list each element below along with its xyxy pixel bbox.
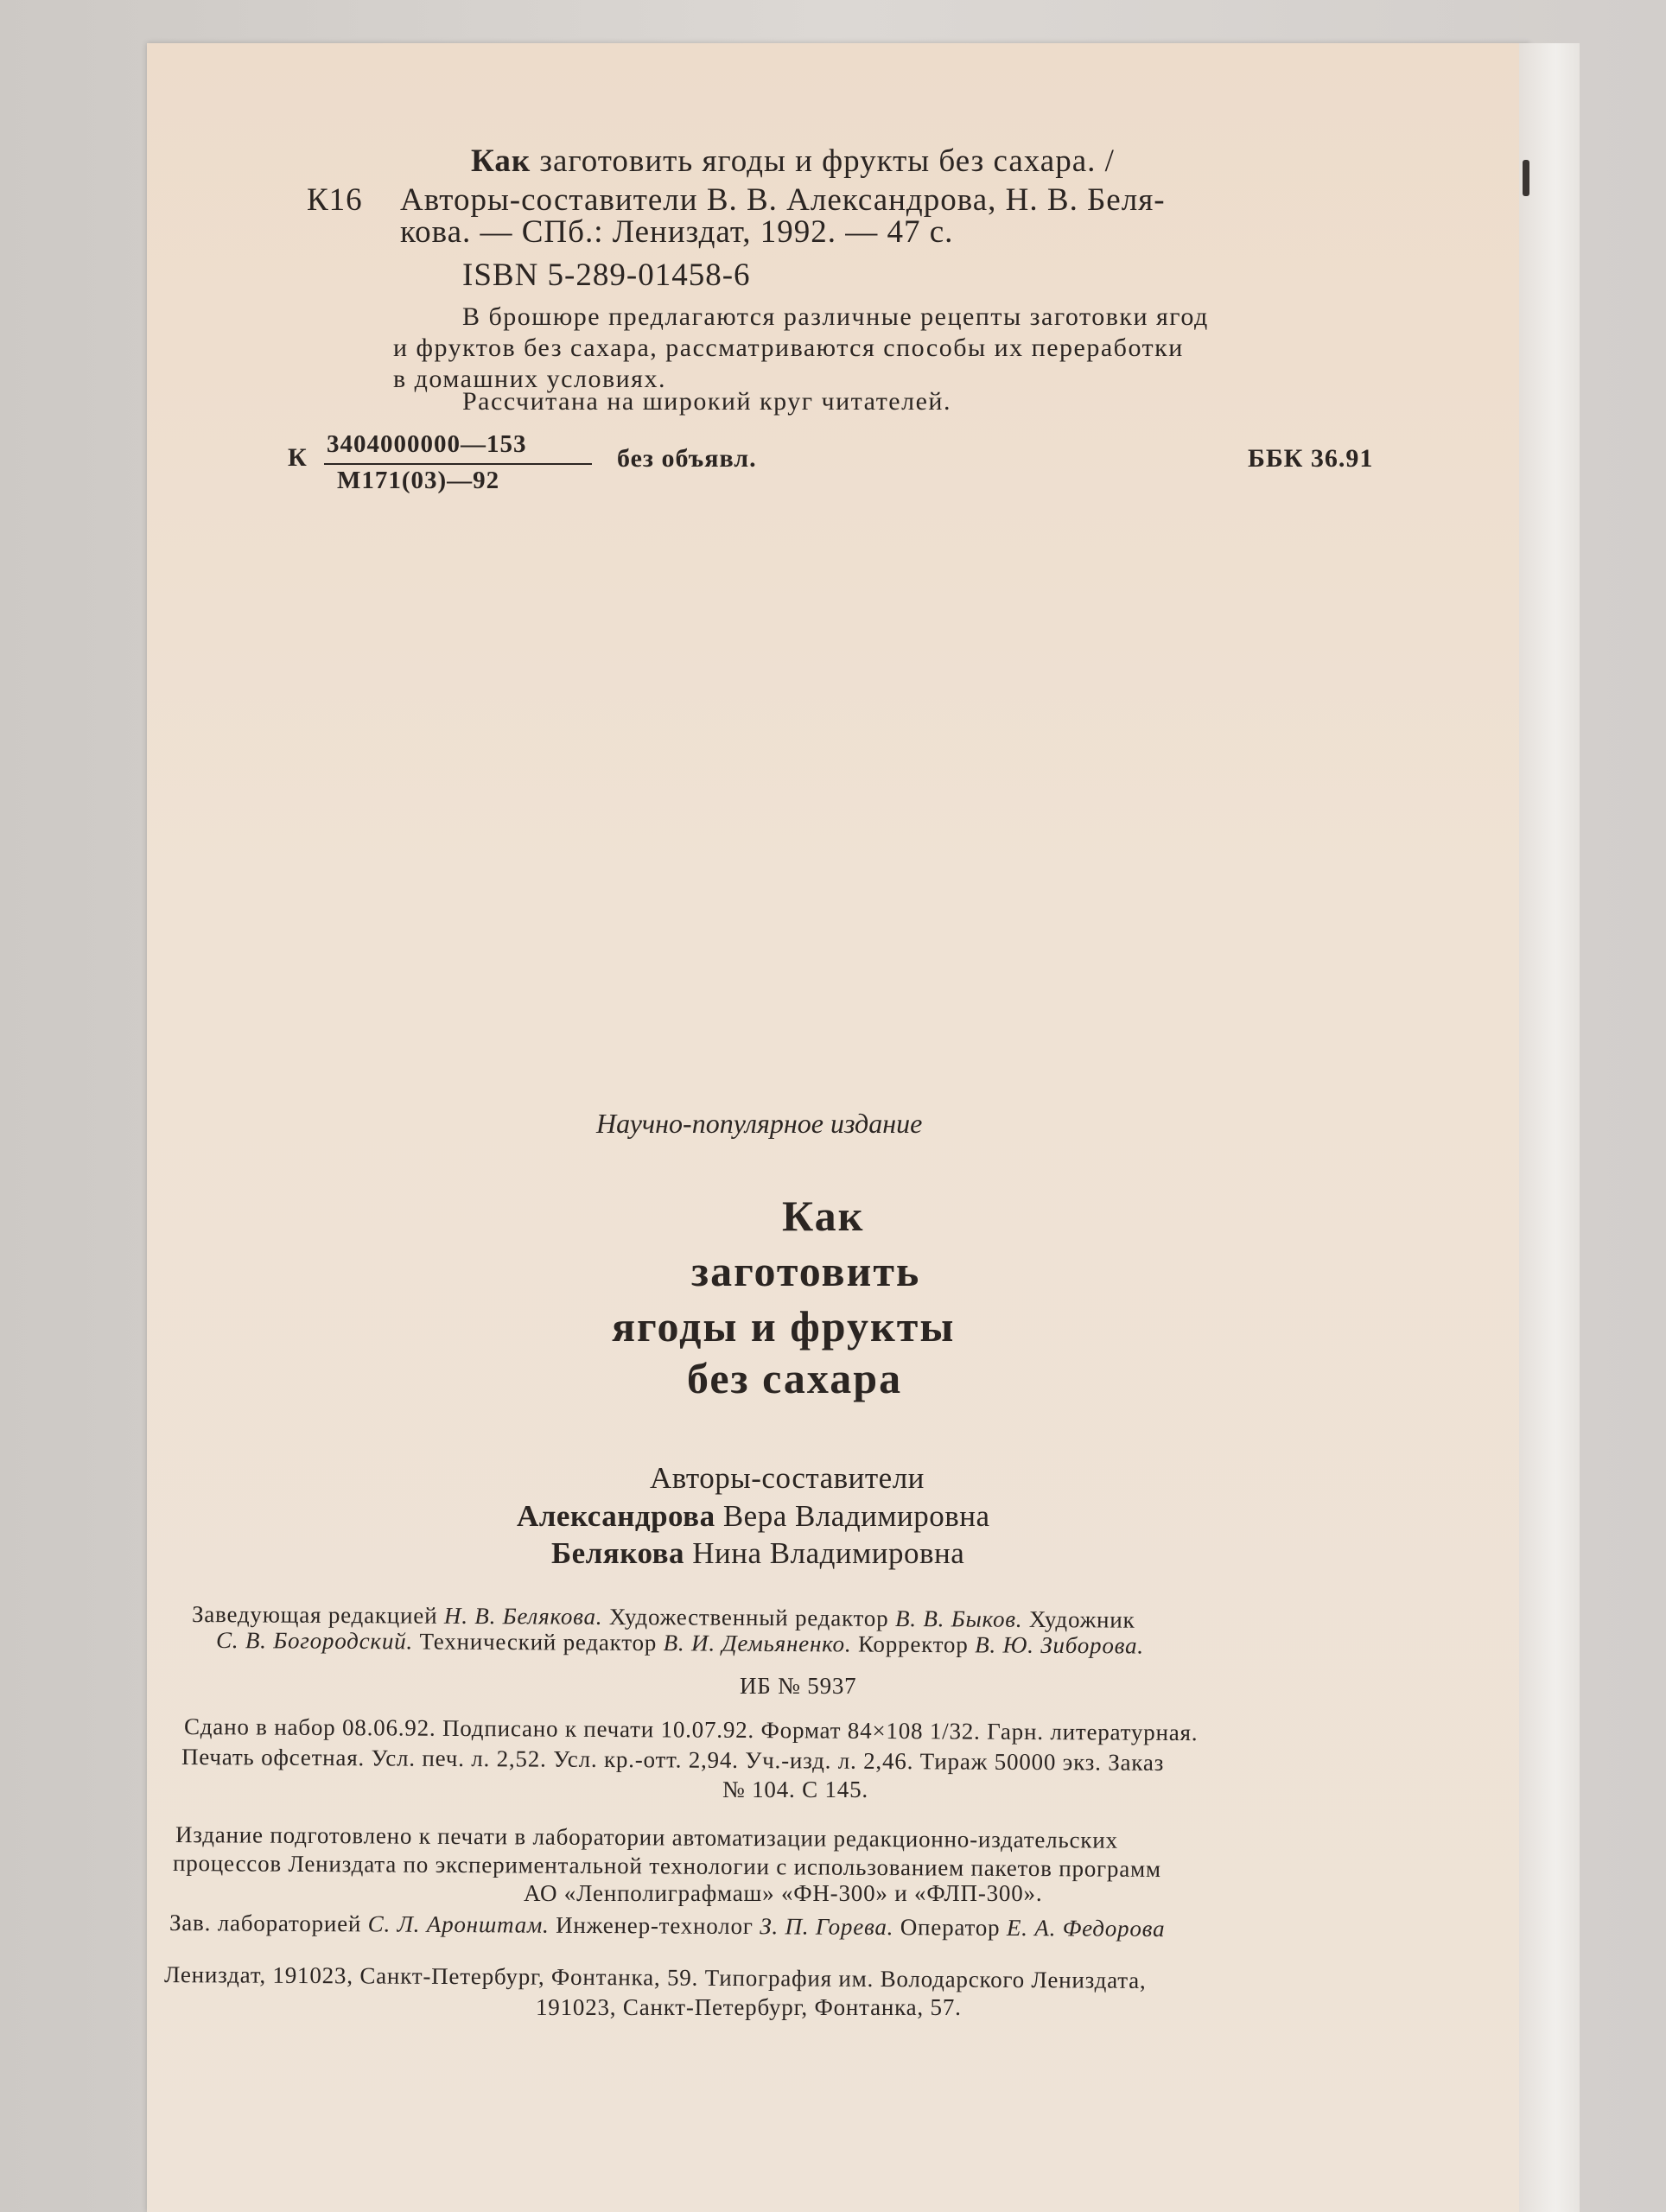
catalog-line-3: кова. — СПб.: Лениздат, 1992. — 47 с. — [400, 214, 954, 250]
author-2 — [551, 1538, 964, 1568]
edition-type: Научно-популярное издание — [596, 1108, 923, 1139]
ib-number: ИБ № 5937 — [740, 1673, 857, 1699]
staff-person: В. Ю. Зиборова. — [975, 1631, 1144, 1659]
lab-info-line: процессов Лениздата по экспериментальной технологии с использованием пакетов программ — [172, 1850, 1161, 1882]
staff-person: В. И. Демьяненко. — [663, 1630, 852, 1657]
staff-role: Художник — [1028, 1605, 1135, 1633]
staff-role: Корректор — [857, 1630, 969, 1658]
book-title-line: заготовить — [691, 1247, 921, 1295]
book-title-line: Как — [782, 1192, 865, 1240]
staff-role: Технический редактор — [419, 1628, 658, 1656]
lab-info-line: АО «Ленполиграфмаш» «ФН-300» и «ФЛП-300». — [524, 1880, 1043, 1906]
catalog-abstract-line: в домашних условиях. — [393, 365, 666, 393]
book-title-line: ягоды и фрукты — [612, 1302, 956, 1351]
staff-person: Е. А. Федорова — [1006, 1914, 1166, 1942]
author-1 — [517, 1501, 990, 1531]
staff-person: Н. В. Белякова. — [443, 1602, 603, 1630]
bbk-code: ББК 36.91 — [1248, 444, 1374, 473]
index-numerator: 3404000000—153 — [327, 430, 527, 458]
no-announcement: без объявл. — [617, 444, 757, 473]
catalog-title-lead: Как — [471, 143, 531, 179]
catalog-abstract-line: Рассчитана на широкий круг читателей. — [462, 387, 951, 416]
staff-person: В. В. Быков. — [894, 1605, 1023, 1632]
staff-role: Художественный редактор — [608, 1603, 889, 1631]
index-letter: К — [288, 443, 308, 472]
book-title-line: без сахара — [687, 1354, 903, 1402]
staff-role: Оператор — [900, 1914, 1001, 1941]
staff-person: С. Л. Аронштам. — [367, 1910, 550, 1938]
catalog-title-rest: заготовить ягоды и фрукты без сахара. / — [539, 143, 1115, 179]
author-2-names: Нина Владимировна — [692, 1536, 965, 1570]
index-denominator: М171(03)—92 — [337, 467, 500, 494]
print-info-line: Сдано в набор 08.06.92. Подписано к печати 10.07.92. Формат 84×108 1/32. Гарн. литературная. — [183, 1713, 1199, 1746]
publisher-line: 191023, Санкт-Петербург, Фонтанка, 57. — [536, 1994, 962, 2020]
staff-person: З. П. Горева. — [760, 1913, 894, 1941]
authors-heading: Авторы-составители — [650, 1461, 925, 1495]
lab-info-line: Издание подготовлено к печати в лаборатории автоматизации редакционно-издательских — [175, 1821, 1118, 1853]
page-edge-mark — [1523, 160, 1529, 196]
staff-role: Зав. лабораторией — [169, 1910, 362, 1937]
catalog-abstract-line: В брошюре предлагаются различные рецепты заготовки ягод — [462, 302, 1209, 331]
author-2-surname: Белякова — [551, 1536, 684, 1570]
staff-person: С. В. Богородский. — [215, 1627, 414, 1655]
catalog-code: К16 — [307, 182, 363, 218]
catalog-abstract-line: и фруктов без сахара, рассматриваются способы их переработки — [393, 334, 1184, 362]
staff-role: Инженер-технолог — [556, 1911, 754, 1940]
page-edge — [1519, 43, 1580, 2212]
catalog-line-2: Авторы-составители В. В. Александрова, Н. В. Беля- — [400, 182, 1166, 218]
print-info-line: № 104. С 145. — [722, 1777, 868, 1802]
publisher-line: Лениздат, 191023, Санкт-Петербург, Фонтанка, 59. Типография им. Володарского Лениздата, — [163, 1961, 1147, 1993]
staff-role: Заведующая редакцией — [191, 1601, 438, 1629]
author-1-names: Вера Владимировна — [722, 1499, 990, 1533]
index-fraction-bar — [324, 463, 592, 465]
catalog-title-line — [471, 145, 1115, 177]
print-info-line: Печать офсетная. Усл. печ. л. 2,52. Усл. кр.-отт. 2,94. Уч.-изд. л. 2,46. Тираж 50000 экз. Заказ — [181, 1744, 1165, 1776]
author-1-surname: Александрова — [517, 1499, 715, 1533]
lab-staff-line — [169, 1911, 1166, 1941]
catalog-isbn: ISBN 5-289-01458-6 — [462, 257, 751, 293]
staff-line-2 — [216, 1629, 1144, 1658]
